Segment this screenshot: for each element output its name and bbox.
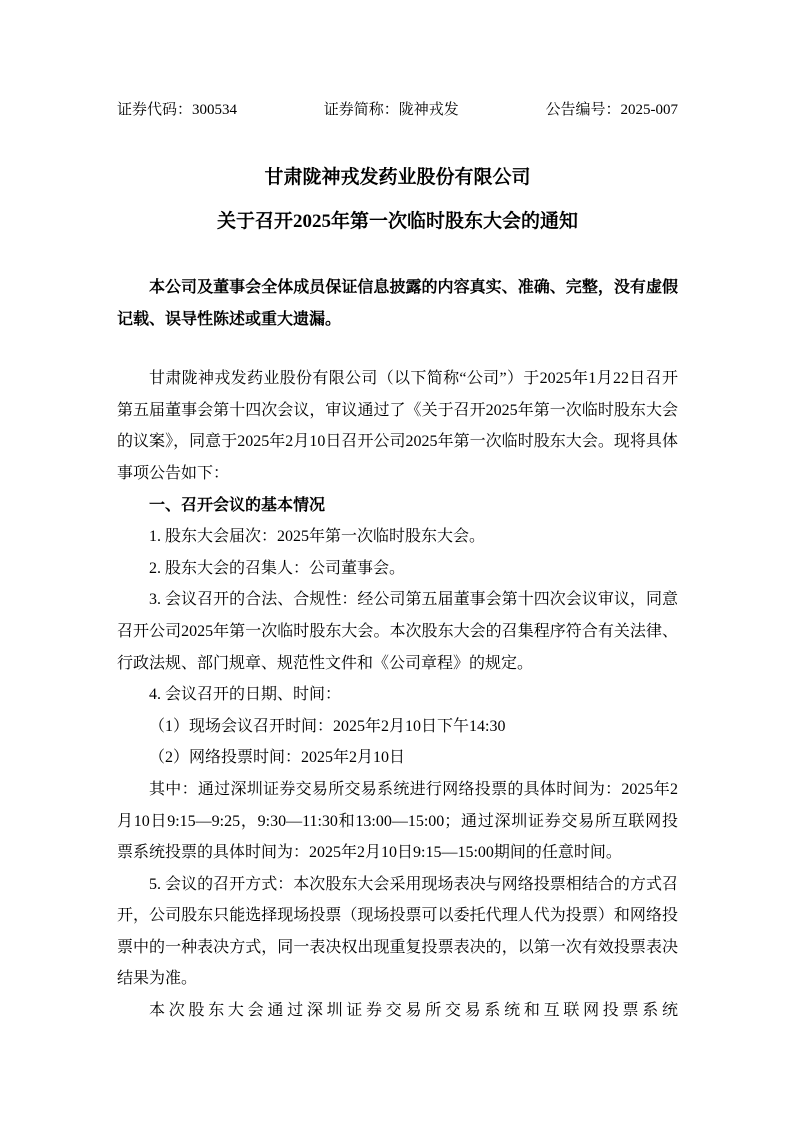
item-5-meeting-method: 5. 会议的召开方式：本次股东大会采用现场表决与网络投票相结合的方式召开，公司股东只能选择现场投票（现场投票可以委托代理人代为投票）和网络投票中的一种表决方式，同一表决权出现重复投票表决的，以第一次有效投票表决结果为准。	[117, 875, 678, 988]
announcement-no-label: 公告编号：	[545, 102, 621, 118]
item-4-1-onsite-time: （1）现场会议召开时间：2025年2月10日下午14:30	[149, 717, 506, 735]
paragraph-continued-line: 本次股东大会通过深圳证券交易所交易系统和互联网投票系统	[149, 1002, 678, 1020]
disclaimer-statement: 本公司及董事会全体成员保证信息披露的内容真实、准确、完整，没有虚假记载、误导性陈述或重大遗漏。	[117, 279, 678, 328]
item-4-2-online-vote-time: （2）网络投票时间：2025年2月10日	[149, 749, 406, 767]
document-header	[117, 100, 678, 120]
item-2-convener: 2. 股东大会的召集人：公司董事会。	[149, 559, 406, 577]
stock-name-label: 证券简称：	[323, 102, 399, 118]
title-block	[117, 156, 678, 244]
item-4-date-time: 4. 会议召开的日期、时间：	[149, 686, 342, 704]
paragraph-intro: 甘肃陇神戎发药业股份有限公司（以下简称“公司”）于2025年1月22日召开第五届董事会第十四次会议，审议通过了《关于召开2025年第一次临时股东大会的议案》，同意于2025年2月10日召开公司2025年第一次临时股东大会。现将具体事项公告如下：	[117, 370, 678, 482]
announcement-no-field	[545, 100, 678, 120]
paragraph-vote-time-detail: 其中：通过深圳证券交易所交易系统进行网络投票的具体时间为：2025年2月10日9:15—9:25，9:30—11:30和13:00—15:00；通过深圳证券交易所互联网投票系统投票的具体时间为：2025年2月10日9:15—15:00期间的任意时间。	[117, 780, 678, 862]
item-1-meeting-session: 1. 股东大会届次：2025年第一次临时股东大会。	[149, 528, 486, 546]
stock-code-field	[117, 100, 237, 120]
stock-code-label: 证券代码：	[117, 102, 193, 118]
document-body	[117, 363, 678, 1026]
item-3-legality: 3. 会议召开的合法、合规性：经公司第五届董事会第十四次会议审议，同意召开公司2025年第一次临时股东大会。本次股东大会的召集程序符合有关法律、行政法规、部门规章、规范性文件和《公司章程》的规定。	[117, 591, 678, 672]
company-name-title: 甘肃陇神戎发药业股份有限公司	[264, 167, 531, 188]
notice-title: 关于召开2025年第一次临时股东大会的通知	[216, 211, 578, 232]
stock-name-field	[324, 100, 459, 120]
stock-name-value: 陇神戎发	[398, 102, 459, 118]
section-heading-1: 一、召开会议的基本情况	[149, 496, 326, 514]
stock-code-value: 300534	[192, 102, 238, 118]
announcement-no-value: 2025-007	[620, 102, 678, 118]
